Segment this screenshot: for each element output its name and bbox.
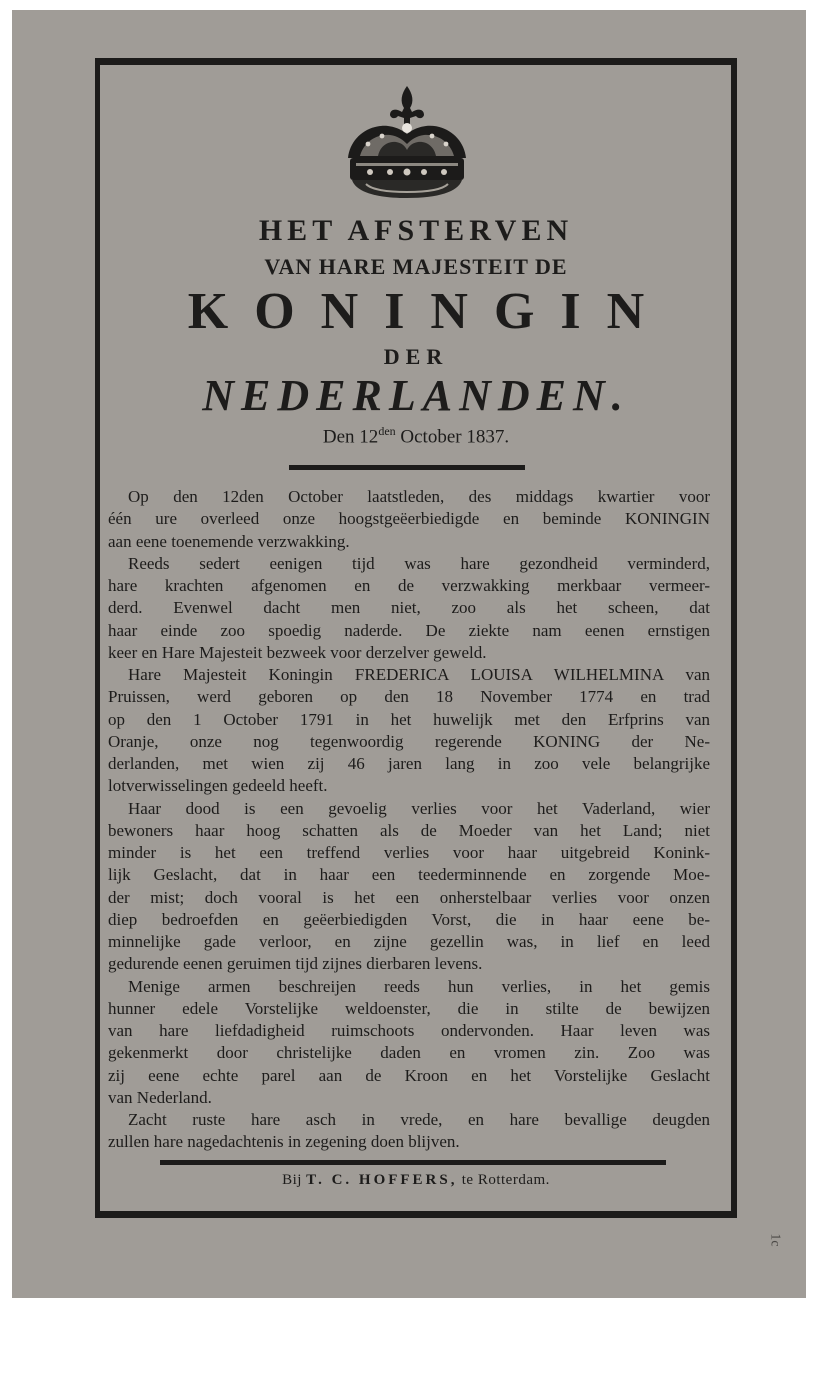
- body-line: der mist; doch vooral is het een onherstelbaar verlies voor onzen: [108, 887, 710, 907]
- body-line: Hare Majesteit Koningin FREDERICA LOUISA WILHELMINA van: [128, 665, 710, 684]
- body-line: Oranje, onze nog tegenwoordig regerende KONING der Ne-: [108, 731, 710, 751]
- announcement-body: [108, 486, 710, 1154]
- body-line: van hare liefdadigheid ruimschoots ondervonden. Haar leven was: [108, 1021, 710, 1040]
- title-der: DER: [383, 344, 449, 369]
- body-line: Zacht ruste hare asch in vrede, en hare bevallige deugden: [128, 1110, 710, 1129]
- body-line: van Nederland.: [108, 1087, 212, 1107]
- body-line: aan eene toenemende verzwakking.: [108, 531, 350, 551]
- body-line: zij eene echte parel aan de Kroon en het Vorstelijke Geslacht: [108, 1065, 710, 1085]
- bottom-margin: [0, 1298, 816, 1390]
- body-line: keer en Hare Majesteit bezweek voor derzelver geweld.: [108, 642, 487, 662]
- body-line: haar einde zoo spoedig naderde. De ziekte nam eenen ernstigen: [108, 620, 710, 640]
- crown-icon: [338, 84, 476, 202]
- footer-divider: [160, 1160, 666, 1165]
- title-koningin: KONINGIN: [187, 283, 671, 340]
- body-line: hare krachten afgenomen en de verzwakking merkbaar vermeer-: [108, 576, 710, 595]
- body-line: Haar dood is een gevoelig verlies voor het Vaderland, wier: [128, 798, 710, 818]
- imprint-suffix: te Rotterdam.: [457, 1172, 550, 1188]
- body-line: derlanden, met wien zij 46 jaren lang in zoo vele belangrijke: [108, 754, 710, 773]
- body-line: diep bedroefden en geëerbiedigden Vorst, die in haar eene be-: [108, 909, 710, 929]
- body-line: Reeds sedert eenigen tijd was hare gezondheid verminderd,: [128, 553, 710, 573]
- body-line: minder is het een treffend verlies voor haar uitgebreid Konink-: [108, 843, 710, 862]
- body-line: minnelijke gade verloor, en zijne gezellin was, in lief en leed: [108, 932, 710, 951]
- body-line: één ure overleed onze hoogstgeëerbiedigde en beminde KONINGIN: [108, 509, 710, 529]
- body-line: hunner edele Vorstelijke weldoenster, die in stilte de bewijzen: [108, 998, 710, 1018]
- body-line: gedurende eenen geruimen tijd zijnes dierbaren levens.: [108, 954, 483, 974]
- title-van-hare-majesteit: VAN HARE MAJESTEIT DE: [264, 254, 568, 279]
- body-line: bewoners haar hoog schatten als de Moeder van het Land; niet: [108, 820, 710, 840]
- title-het-afsterven: HET AFSTERVEN: [258, 214, 574, 247]
- body-line: Menige armen beschreijen reeds hun verlies, in het gemis: [128, 976, 710, 996]
- date-line: [95, 424, 737, 448]
- body-line: zullen hare nagedachtenis in zegening doen blijven.: [108, 1132, 460, 1152]
- date-prefix: Den 12: [322, 426, 379, 448]
- title-nederlanden: NEDERLANDEN.: [202, 371, 630, 420]
- body-line: lotverwisselingen gedeeld heeft.: [108, 776, 328, 796]
- body-line: op den 1 October 1791 in het huwelijk met den Erfprins van: [108, 709, 710, 729]
- date-superscript: den: [378, 424, 396, 438]
- imprint-prefix: Bij: [282, 1172, 307, 1188]
- corner-mark: 1c: [767, 1233, 783, 1247]
- body-line: Pruissen, werd geboren op den 18 November 1774 en trad: [108, 687, 710, 707]
- date-suffix: October 1837.: [395, 426, 510, 448]
- imprint-printer-name: T. C. HOFFERS,: [306, 1172, 458, 1188]
- body-line: lijk Geslacht, dat in haar een teederminnende en zorgende Moe-: [108, 865, 710, 885]
- body-line: gekenmerkt door christelijke daden en vromen zin. Zoo was: [108, 1043, 710, 1063]
- title-divider: [289, 465, 525, 470]
- body-line: Op den 12den October laatstleden, des middags kwartier voor: [128, 487, 710, 506]
- printer-imprint: [95, 1172, 737, 1189]
- body-line: derd. Evenwel dacht men niet, zoo als het scheen, dat: [108, 598, 710, 618]
